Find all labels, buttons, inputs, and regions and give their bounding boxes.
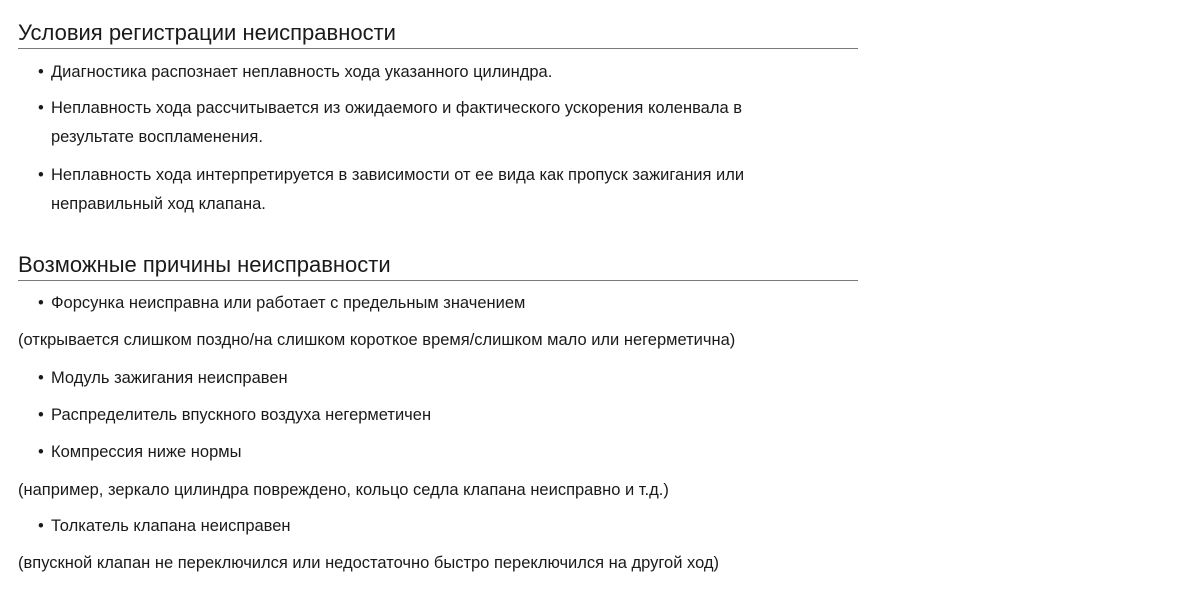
bullet-icon: • (38, 63, 44, 81)
list-item-text: Неплавность хода интерпретируется в зависимости от ее вида как пропуск зажигания или (51, 166, 745, 184)
list-item (38, 442, 241, 462)
list-item-text: Толкатель клапана неисправен (51, 517, 291, 535)
bullet-icon: • (38, 517, 44, 535)
list-item (38, 98, 742, 118)
list-item-continuation: неправильный ход клапана. (51, 195, 266, 213)
list-item (38, 293, 525, 313)
list-item (38, 405, 431, 425)
list-item (38, 165, 744, 185)
list-item (38, 62, 552, 82)
bullet-icon: • (38, 166, 44, 184)
section-heading-conditions: Условия регистрации неисправности (18, 18, 858, 49)
bullet-icon: • (38, 369, 44, 387)
list-item (38, 368, 288, 388)
bullet-icon: • (38, 99, 44, 117)
list-item-text: Неплавность хода рассчитывается из ожидаемого и фактического ускорения коленвала в (51, 99, 742, 117)
list-note: (открывается слишком поздно/на слишком короткое время/слишком мало или негерметична) (18, 331, 736, 349)
list-item (38, 516, 291, 536)
list-item-text: Компрессия ниже нормы (51, 443, 242, 461)
list-note: (впускной клапан не переключился или недостаточно быстро переключился на другой ход) (18, 554, 720, 572)
section-heading-causes: Возможные причины неисправности (18, 250, 858, 281)
list-item-text: Модуль зажигания неисправен (51, 369, 288, 387)
list-item-text: Форсунка неисправна или работает с предельным значением (51, 294, 526, 312)
bullet-icon: • (38, 406, 44, 424)
list-item-text: Диагностика распознает неплавность хода указанного цилиндра. (51, 63, 553, 81)
bullet-icon: • (38, 443, 44, 461)
list-note: (например, зеркало цилиндра повреждено, кольцо седла клапана неисправно и т.д.) (18, 481, 669, 499)
bullet-icon: • (38, 294, 44, 312)
list-item-text: Распределитель впускного воздуха негерметичен (51, 406, 432, 424)
list-item-continuation: результате воспламенения. (51, 128, 263, 146)
